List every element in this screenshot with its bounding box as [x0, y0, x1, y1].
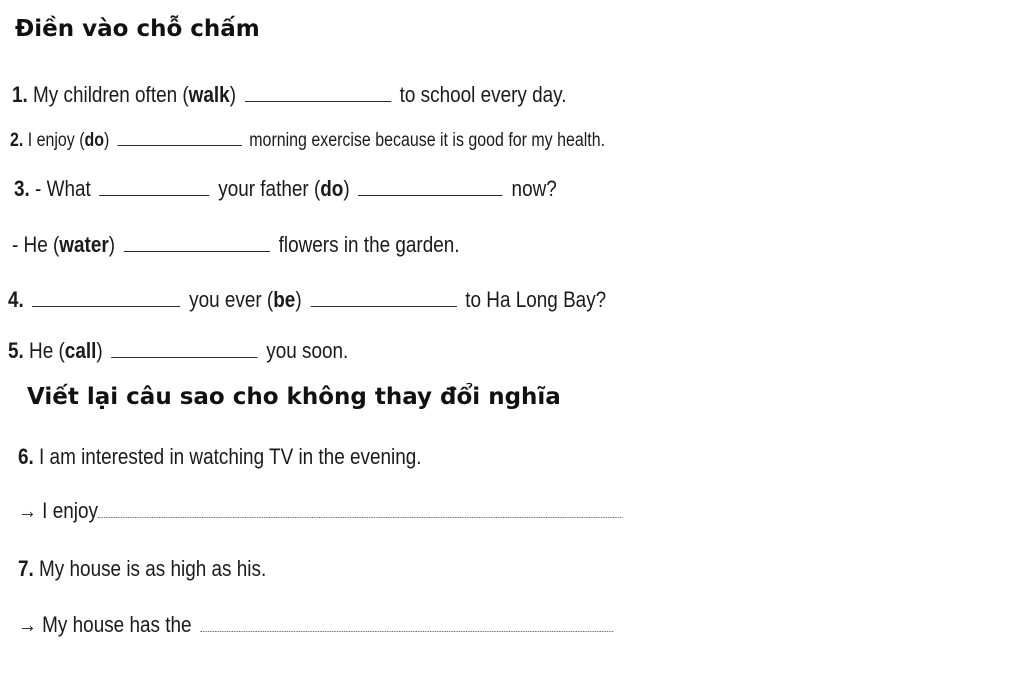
question-number: 4. — [8, 287, 24, 312]
rewrite-prompt: → I enjoy — [18, 498, 98, 523]
answer-blank[interactable] — [117, 144, 241, 146]
question-text: you soon. — [261, 338, 349, 363]
answer-blank[interactable] — [124, 250, 270, 252]
section-title-fill-blanks: Điền vào chỗ chấm — [15, 16, 260, 42]
question-number: 3. — [14, 176, 30, 201]
question-text: - He ( — [12, 232, 60, 257]
question-text: My house is as high as his. — [33, 556, 267, 581]
question-text: now? — [506, 176, 557, 201]
question-text: to school every day. — [394, 82, 567, 107]
question-text: morning exercise because it is good for my health. — [244, 130, 606, 151]
question-text: I am interested in watching TV in the evening. — [33, 444, 422, 469]
verb-hint: do — [84, 130, 105, 151]
answer-blank[interactable] — [32, 305, 180, 307]
question-text: ) — [108, 232, 121, 257]
question-number: 6. — [18, 444, 34, 469]
rewrite-6 — [18, 498, 626, 524]
verb-hint: be — [273, 287, 296, 312]
question-7 — [18, 556, 266, 582]
question-text: - What — [29, 176, 97, 201]
question-text — [24, 287, 29, 312]
question-text: He ( — [23, 338, 65, 363]
question-1 — [12, 82, 566, 108]
question-text: you ever ( — [183, 287, 274, 312]
question-text: flowers in the garden. — [273, 232, 460, 257]
verb-hint: do — [320, 176, 344, 201]
question-3 — [14, 176, 557, 202]
question-4 — [8, 287, 606, 313]
question-3-answer-line — [12, 232, 460, 258]
question-text: ) — [343, 176, 355, 201]
question-text: ) — [295, 287, 307, 312]
verb-hint: call — [64, 338, 97, 363]
question-5 — [8, 338, 348, 364]
question-number: 2. — [10, 130, 24, 151]
answer-blank[interactable] — [111, 356, 257, 358]
answer-blank[interactable] — [310, 305, 456, 307]
question-number: 1. — [12, 82, 28, 107]
answer-blank[interactable] — [99, 194, 209, 196]
answer-blank[interactable] — [98, 516, 623, 518]
question-text: I enjoy ( — [23, 130, 85, 151]
question-text: ) — [96, 338, 108, 363]
question-number: 7. — [18, 556, 34, 581]
question-text: to Ha Long Bay? — [459, 287, 607, 312]
answer-blank[interactable] — [245, 100, 391, 102]
question-text: My children often ( — [27, 82, 189, 107]
question-text: ) — [229, 82, 242, 107]
verb-hint: water — [59, 232, 109, 257]
question-number: 5. — [8, 338, 24, 363]
question-text: ) — [104, 130, 114, 151]
section-title-rewrite: Viết lại câu sao cho không thay đổi nghĩa — [27, 384, 561, 410]
verb-hint: walk — [188, 82, 230, 107]
question-6 — [18, 444, 422, 470]
answer-blank[interactable] — [358, 194, 502, 196]
question-text: your father ( — [212, 176, 321, 201]
question-2 — [10, 130, 605, 153]
answer-blank[interactable] — [200, 630, 613, 632]
rewrite-7 — [18, 612, 616, 638]
rewrite-prompt: → My house has the — [18, 612, 197, 637]
